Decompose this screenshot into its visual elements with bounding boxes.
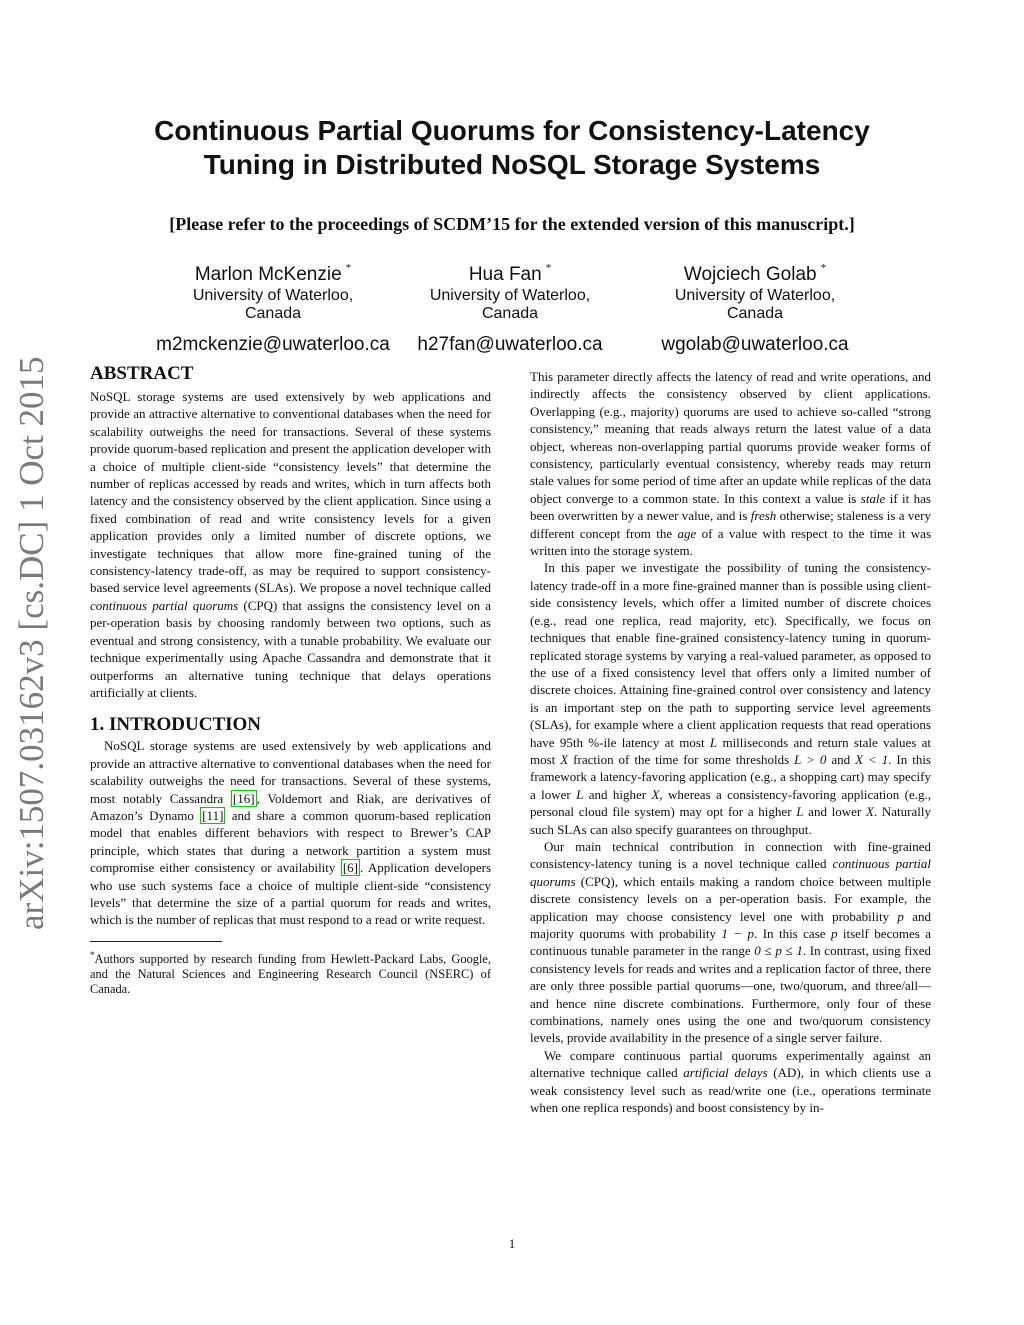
text-run: Our main technical contribution in connection with fine-grained consistency-latency tuning is a novel technique called — [530, 838, 931, 872]
citation-link-11[interactable]: [11] — [202, 807, 224, 823]
text-run: and majority quorums with probability — [530, 908, 931, 941]
author-name-text: Hua Fan — [468, 264, 542, 285]
author-affiliation: University of Waterloo, — [674, 287, 836, 304]
abstract-text — [90, 388, 491, 701]
author-country: Canada — [726, 305, 784, 322]
right-paragraph-2 — [530, 559, 931, 838]
text-run: fraction of the time for some thresholds — [568, 751, 795, 767]
right-paragraph-1 — [530, 368, 931, 559]
abstract-emphasis: continuous partial quorums — [90, 597, 239, 613]
right-paragraph-4 — [530, 1047, 931, 1117]
term-age: age — [677, 525, 697, 541]
term-cpq: continuous partial quorums — [530, 856, 931, 889]
intro-paragraph-1 — [90, 737, 491, 928]
math-var: L — [709, 734, 718, 750]
author-block-2 — [375, 256, 645, 357]
author-email[interactable]: wgolab@uwaterloo.ca — [661, 334, 849, 355]
author-email[interactable]: m2mckenzie@uwaterloo.ca — [156, 334, 390, 355]
text-run: . In this framework a latency-favoring application (e.g., a shopping cart) may specify a lower — [530, 751, 931, 802]
text-run: (AD), in which clients use a weak consistency level such as read/write one (i.e., operations terminate when one replica responds) and boost consistency by in- — [530, 1065, 931, 1116]
math-expression: L > 0 — [794, 751, 827, 767]
text-run: and — [826, 751, 856, 767]
author-email[interactable]: h27fan@uwaterloo.ca — [417, 334, 603, 355]
author-block-3 — [620, 256, 890, 357]
math-var: p — [830, 926, 838, 941]
footnote-mark: * — [90, 949, 95, 960]
text-run: and lower — [803, 804, 866, 820]
author-affiliation: University of Waterloo, — [429, 287, 591, 304]
citation-link-16[interactable]: [16] — [232, 790, 255, 806]
text-run: milliseconds and return stale values at most — [530, 734, 931, 767]
author-name — [375, 256, 645, 287]
abstract-heading: ABSTRACT — [90, 363, 194, 384]
term-artificial-delays: artificial delays — [683, 1065, 768, 1081]
intro-text-d: . Application developers who use such systems face a choice of multiple client-side “consistency levels” that determine the size of a partial quorum for reads and writes, which is the number of replicas that must respond to a read or write request. — [90, 860, 491, 928]
abstract-text-1: NoSQL storage systems are used extensively by web applications and provide an attractive alternative to conventional databases when the need for scalability outweighs the need for transactions. Several of these systems provide quorum-based replication and present the application developer with a choice of multiple client-side “consistency levels” that determine the number of replicas accessed by reads and writes, which in turn affects both latency and the consistency observed by the client application. Since using a fixed combination of read and write consistency levels for a given application provides only a limited number of discrete options, we investigate techniques that allow more fine-grained tuning of the consistency-latency trade-off, as may be required to support consistency-based service level agreements (SLAs). We propose a novel technique called — [90, 389, 491, 596]
arxiv-identifier: arXiv:1507.03162v3 [cs.DC] 1 Oct 2015 — [12, 356, 51, 930]
text-run: . In this case — [754, 926, 831, 941]
intro-text-c: and share a common quorum-based replication model that enables different behaviors with respect to Brewer’s CAP principle, which states that during a network partition a system must compromise either consistency or availability — [90, 807, 492, 876]
author-affiliation: University of Waterloo, — [192, 287, 354, 304]
author-footnote-mark: * — [345, 262, 352, 274]
left-column — [90, 362, 491, 997]
math-expression: X < 1 — [855, 751, 889, 767]
text-run: itself becomes a continuous tunable parameter in the range — [530, 926, 931, 959]
author-name — [138, 256, 408, 287]
text-run: if it has been overwritten by a newer value, and is — [530, 490, 931, 524]
citation-link-6[interactable]: [6] — [342, 860, 358, 876]
author-country: Canada — [244, 305, 302, 322]
introduction-heading: 1. INTRODUCTION — [90, 714, 262, 736]
math-var: X — [651, 786, 660, 802]
author-name-text: Wojciech Golab — [683, 264, 817, 285]
math-var: p — [897, 908, 904, 924]
author-footnote-mark: * — [820, 262, 827, 274]
title-line-1: Continuous Partial Quorums for Consistency-Latency — [154, 115, 870, 146]
author-country: Canada — [481, 305, 539, 322]
footnote — [90, 948, 491, 997]
text-run: This parameter directly affects the latency of read and write operations, and indirectly affects the consistency observed by client applications. Overlapping (e.g., majority) quorums are used to achieve so-called “strong consistency,” meaning that reads always return the latest value of a data object, whereas non-overlapping partial quorums provide weaker forms of consistency, particularly eventual consistency, whereby reads may return stale values for some period of time after an update while replicas of the data object converge to a common state. In this context a value is — [530, 369, 931, 506]
abstract-text-2: (CPQ) that assigns the consistency level on a per-operation basis by choosing randomly between two options, such as eventual and strong consistency, with a tunable probability. We evaluate our technique experimentally using Apache Cassandra and demonstrate that it outperforms an alternative tuning technique that delays operations artificially at clients. — [90, 597, 491, 700]
term-fresh: fresh — [750, 508, 777, 524]
math-expression: 1 − p — [721, 926, 755, 941]
intro-text-a: NoSQL storage systems are used extensively by web applications and provide an attractive alternative to conventional databases when the need for scalability outweighs the need for transactions. Several of these systems, most notably Cassandra — [90, 738, 491, 806]
right-column — [530, 368, 931, 1116]
text-run: of a value with respect to the time it was written into the storage system. — [530, 525, 931, 559]
math-var: X — [560, 751, 569, 767]
text-run: . Naturally such SLAs can also specify guarantees on throughput. — [530, 804, 931, 837]
extended-version-note: [Please refer to the proceedings of SCDM’15 for the extended version of this manuscript.] — [169, 214, 855, 234]
author-footnote-mark: * — [545, 262, 552, 274]
math-var: L — [796, 804, 804, 820]
text-run: We compare continuous partial quorums experimentally against an alternative technique called — [530, 1047, 931, 1081]
term-stale: stale — [860, 490, 886, 506]
footnote-rule — [90, 941, 222, 942]
author-block-1 — [138, 256, 408, 357]
text-run: (CPQ), which entails making a random choice between multiple discrete consistency levels on a per-operation basis. For example, the application may choose consistency level one with probability — [530, 873, 931, 924]
author-name-text: Marlon McKenzie — [194, 264, 342, 285]
text-run: In this paper we investigate the possibility of tuning the consistency-latency trade-off in a more fine-grained manner than is possible using client-side consistency levels, which offer a limited number of discrete choices (e.g., read one replica, read majority, etc). Specifically, we focus on techniques that enable fine-grained consistency-latency tuning in quorum-replicated storage systems by varying a real-valued parameter, as opposed to the use of a fixed consistency level that offers only a limited number of discrete choices. Attaining fine-grained control over consistency and latency is an important step on the path to supporting service level agreements (SLAs), for example where a client application requests that read operations have 95th %-ile latency at most — [530, 560, 931, 750]
page-number: 1 — [508, 1236, 516, 1251]
math-var: X — [865, 804, 874, 820]
author-name — [620, 256, 890, 287]
intro-text-b: , Voldemort and Riak, are derivatives of Amazon’s Dynamo — [90, 790, 491, 823]
math-expression: 0 ≤ p ≤ 1 — [754, 943, 803, 959]
text-run: otherwise; staleness is a very different concept from the — [530, 508, 931, 541]
title-line-2: Tuning in Distributed NoSQL Storage Systems — [203, 149, 821, 180]
right-paragraph-3 — [530, 838, 931, 1047]
text-run: and higher — [583, 786, 652, 802]
text-run: , whereas a consistency-favoring application (e.g., personal cloud file system) may opt for a higher — [530, 786, 932, 820]
paper-title — [0, 114, 1024, 182]
footnote-text: Authors supported by research funding from Hewlett-Packard Labs, Google, and the Natural Sciences and Engineering Research Council (NSERC) of Canada. — [90, 951, 491, 996]
math-var: L — [576, 786, 584, 802]
text-run: . In contrast, using fixed consistency levels for reads and writes and a replication factor of three, there are only three possible partial quorums—one, two/quorum, and three/all—and hence nine discrete combinations. Furthermore, only four of these combinations, namely ones using the one and two/quorum consistency levels, provide availability in the presence of a single server failure. — [530, 943, 931, 1046]
